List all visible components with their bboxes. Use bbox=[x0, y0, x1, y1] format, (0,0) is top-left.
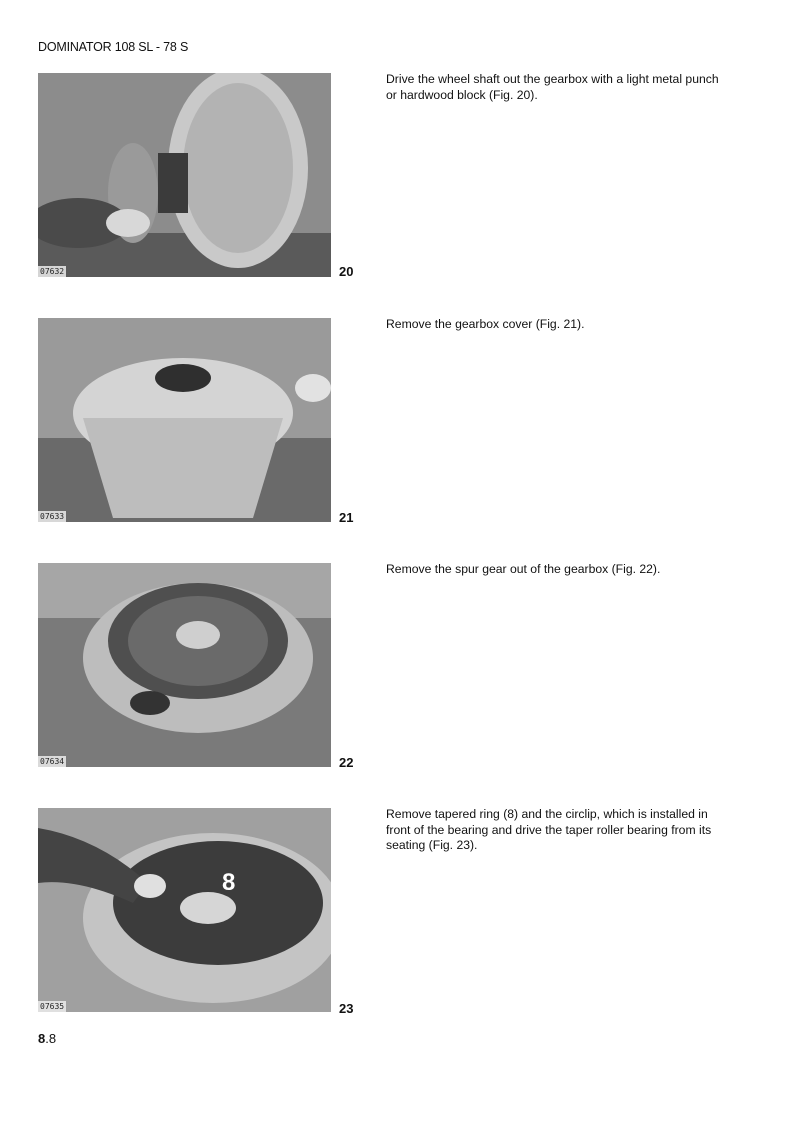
figure-23-callout: 8 bbox=[222, 869, 236, 896]
page-header-title: DOMINATOR 108 SL - 78 S bbox=[38, 40, 189, 54]
figure-20-caption: Drive the wheel shaft out the gearbox with a light metal punch or hardwood block (Fig. 20). bbox=[386, 72, 719, 102]
figure-23-number: 23 bbox=[339, 1001, 354, 1016]
figure-20-photo bbox=[38, 73, 331, 277]
page-number-chapter: 8 bbox=[38, 1031, 46, 1046]
figure-22-caption: Remove the spur gear out of the gearbox (Fig. 22). bbox=[386, 562, 661, 576]
figure-22-photo bbox=[38, 563, 331, 767]
figure-23-photo bbox=[38, 808, 331, 1012]
figure-20-number: 20 bbox=[339, 264, 354, 279]
figure-21-number: 21 bbox=[339, 510, 354, 525]
figure-22-number: 22 bbox=[339, 755, 354, 770]
figure-22-photo-code: 07634 bbox=[40, 757, 65, 766]
page-number-page: .8 bbox=[45, 1031, 57, 1046]
figure-23-photo-code: 07635 bbox=[40, 1002, 65, 1011]
page-number bbox=[38, 1031, 56, 1046]
figure-23-caption: Remove tapered ring (8) and the circlip, which is installed in front of the bearing and drive the taper roller bearing from its seating (Fig. 23). bbox=[386, 807, 712, 852]
figure-21-photo-code: 07633 bbox=[40, 512, 65, 521]
figure-21-photo bbox=[38, 318, 331, 522]
figure-21-caption: Remove the gearbox cover (Fig. 21). bbox=[386, 317, 585, 331]
figure-20-photo-code: 07632 bbox=[40, 267, 65, 276]
